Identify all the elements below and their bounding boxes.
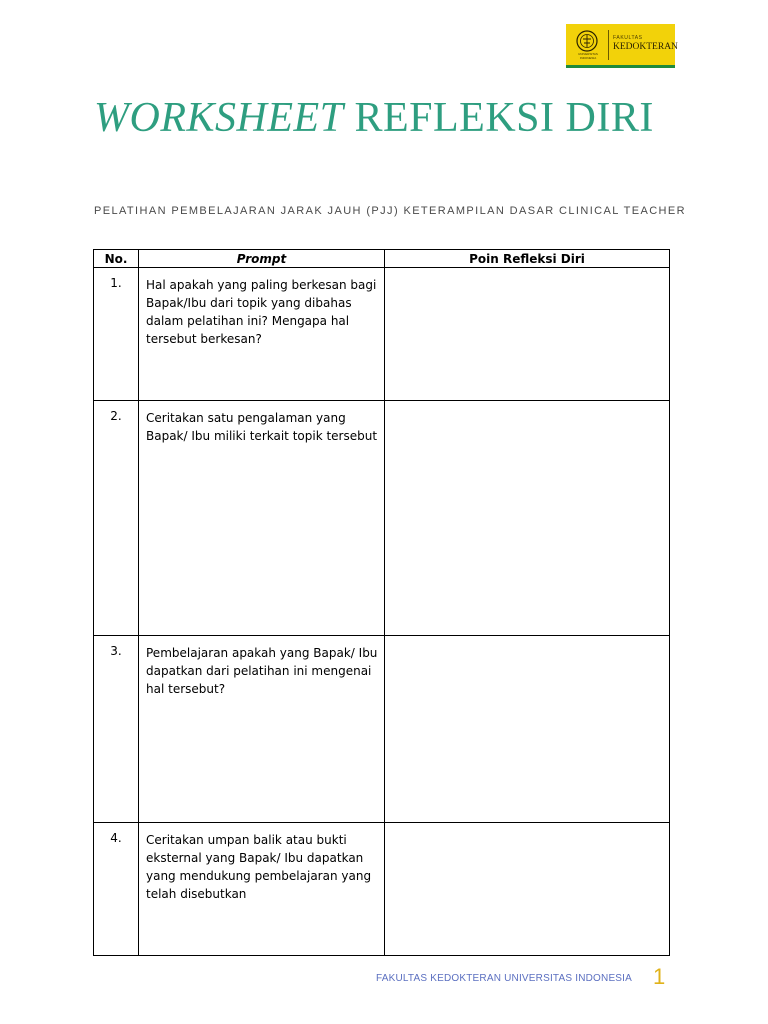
reflection-answer-cell[interactable] [385,823,670,956]
row-number: 2. [94,401,139,636]
logo-green-bar [566,65,675,68]
title-rest: REFLEKSI DIRI [354,95,654,141]
header-reflection: Poin Refleksi Diri [385,250,670,268]
table-row [94,268,670,401]
document-subtitle: PELATIHAN PEMBELAJARAN JARAK JAUH (PJJ) KETERAMPILAN DASAR CLINICAL TEACHER [94,205,686,217]
title-italic: WORKSHEET [94,95,344,141]
row-prompt: Pembelajaran apakah yang Bapak/ Ibu dapatkan dari pelatihan ini mengenai hal tersebut? [139,636,385,823]
row-number: 4. [94,823,139,956]
row-number: 3. [94,636,139,823]
reflection-answer-cell[interactable] [385,401,670,636]
logo-small-label: FAKULTAS [613,35,643,41]
row-prompt: Ceritakan umpan balik atau bukti eksternal yang Bapak/ Ibu dapatkan yang mendukung pembelajaran yang telah disebutkan [139,823,385,956]
makara-seal-icon [576,30,598,52]
logo-seal-text: UNIVERSITAS INDONESIA [578,52,598,60]
document-title [94,90,654,146]
page-number: 1 [653,964,666,989]
table-row [94,823,670,956]
logo-big-label: KEDOKTERAN [613,42,678,52]
table-header-row [94,250,670,268]
header-prompt: Prompt [139,250,385,268]
header-no: No. [94,250,139,268]
reflection-table [93,249,670,956]
reflection-answer-cell[interactable] [385,268,670,401]
footer-faculty-name: FAKULTAS KEDOKTERAN UNIVERSITAS INDONESIA [376,973,633,984]
table-row [94,636,670,823]
table-row [94,401,670,636]
row-prompt: Ceritakan satu pengalaman yang Bapak/ Ibu miliki terkait topik tersebut [139,401,385,636]
logo-divider [608,30,609,60]
reflection-answer-cell[interactable] [385,636,670,823]
row-prompt: Hal apakah yang paling berkesan bagi Bapak/Ibu dari topik yang dibahas dalam pelatihan ini? Mengapa hal tersebut berkesan? [139,268,385,401]
faculty-logo [566,24,678,68]
row-number: 1. [94,268,139,401]
